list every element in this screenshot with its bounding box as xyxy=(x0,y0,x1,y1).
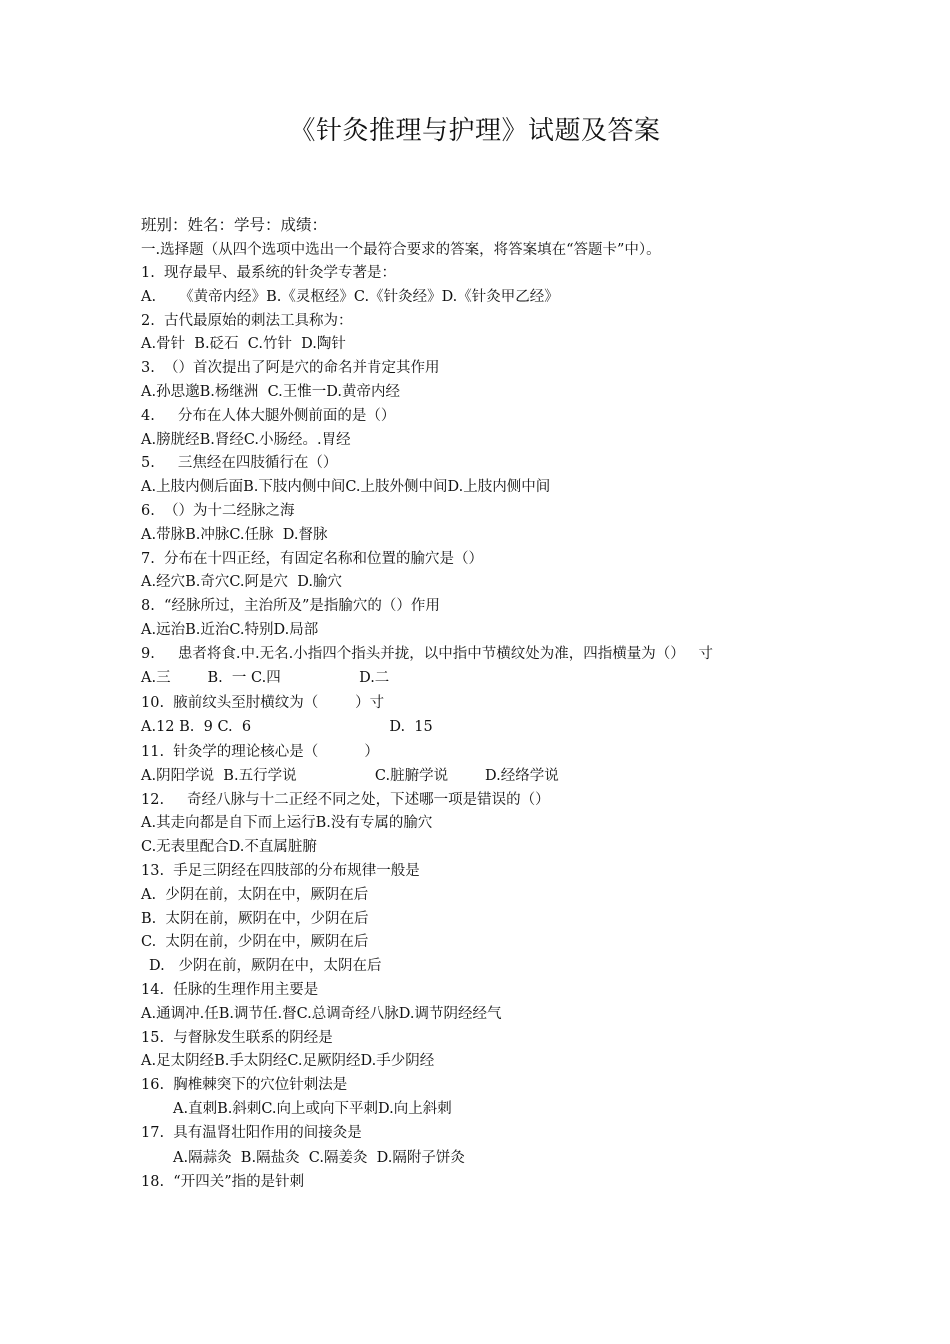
question-line: A.直刺B.斜刺C.向上或向下平刺D.向上斜刺 xyxy=(173,1100,452,1117)
question-line: A.上肢内侧后面B.下肢内侧中间C.上肢外侧中间D.上肢内侧中间 xyxy=(141,479,551,496)
question-list xyxy=(141,262,841,1195)
question-line: 6. （）为十二经脉之海 xyxy=(141,502,295,519)
question-line: 2. 古代最原始的刺法工具称为： xyxy=(141,312,353,329)
question-line: 16. 胸椎棘突下的穴位针刺法是 xyxy=(141,1077,348,1094)
question-line: A.12 B. 9 C. 6 D. 15 xyxy=(141,718,433,735)
question-line: A. 《黄帝内经》B.《灵枢经》C.《针灸经》D.《针灸甲乙经》 xyxy=(141,288,559,305)
question-line: 18. “开四关”指的是针刺 xyxy=(141,1173,305,1190)
question-line: B. 太阴在前，厥阴在中，少阴在后 xyxy=(141,910,369,927)
section-heading: 一.选择题（从四个选项中选出一个最符合要求的答案，将答案填在“答题卡”中）。 xyxy=(141,242,661,258)
question-line: 12. 奇经八脉与十二正经不同之处，下述哪一项是错误的（） xyxy=(141,791,550,808)
question-line: D. 少阴在前，厥阴在中，太阴在后 xyxy=(149,958,382,975)
question-line: A.膀胱经B.肾经C.小肠经。.胃经 xyxy=(141,431,351,448)
question-line: 9. 患者将食.中.无名.小指四个指头并拢，以中指中节横纹处为准，四指横量为（） 寸 xyxy=(141,645,714,662)
question-line: 11. 针灸学的理论核心是（ ） xyxy=(141,743,379,760)
question-line: 15. 与督脉发生联系的阴经是 xyxy=(141,1029,333,1046)
question-line: 7. 分布在十四正经，有固定名称和位置的腧穴是（） xyxy=(141,550,484,567)
question-line: A.其走向都是自下而上运行B.没有专属的腧穴 xyxy=(141,815,433,832)
question-line: A.足太阴经B.手太阴经C.足厥阴经D.手少阴经 xyxy=(141,1053,435,1070)
question-line: A.孙思邈B.杨继洲 C.王惟一D.黄帝内经 xyxy=(141,383,400,400)
question-line: 14. 任脉的生理作用主要是 xyxy=(141,981,319,998)
question-line: A.通调冲.任B.调节任.督C.总调奇经八脉D.调节阴经经气 xyxy=(141,1005,502,1022)
question-line: A.远治B.近治C.特别D.局部 xyxy=(141,621,319,638)
question-line: 4. 分布在人体大腿外侧前面的是（） xyxy=(141,407,396,424)
question-line: A.三 B. 一 C.四 D.二 xyxy=(141,669,390,686)
question-line: A.带脉B.冲脉C.任脉 D.督脉 xyxy=(141,526,328,543)
question-line: 10. 腋前纹头至肘横纹为（ ）寸 xyxy=(141,694,385,711)
question-line: 1. 现存最早、最系统的针灸学专著是： xyxy=(141,265,397,281)
question-line: C. 太阴在前，少阴在中，厥阴在后 xyxy=(141,934,369,951)
question-line: A.隔蒜灸 B.隔盐灸 C.隔姜灸 D.隔附子饼灸 xyxy=(173,1149,465,1166)
question-line: 13. 手足三阴经在四肢部的分布规律一般是 xyxy=(141,862,420,879)
question-line: A.阴阳学说 B.五行学说 C.脏腑学说 D.经络学说 xyxy=(141,767,559,784)
question-line: 8. “经脉所过，主治所及”是指腧穴的（）作用 xyxy=(141,598,440,615)
document-title: 《针灸推理与护理》试题及答案 xyxy=(289,116,661,146)
question-line: 3. （）首次提出了阿是穴的命名并肯定其作用 xyxy=(141,360,440,377)
question-line: A.骨针 B.砭石 C.竹针 D.陶针 xyxy=(141,336,346,353)
question-line: 5. 三焦经在四肢循行在（） xyxy=(141,455,338,472)
question-line: A. 少阴在前，太阴在中，厥阴在后 xyxy=(141,886,369,903)
student-info-line: 班别：姓名：学号：成绩： xyxy=(141,216,328,234)
question-line: 17. 具有温肾壮阳作用的间接灸是 xyxy=(141,1124,362,1141)
question-line: C.无表里配合D.不直属脏腑 xyxy=(141,839,317,856)
question-line: A.经穴B.奇穴C.阿是穴 D.腧穴 xyxy=(141,574,342,591)
